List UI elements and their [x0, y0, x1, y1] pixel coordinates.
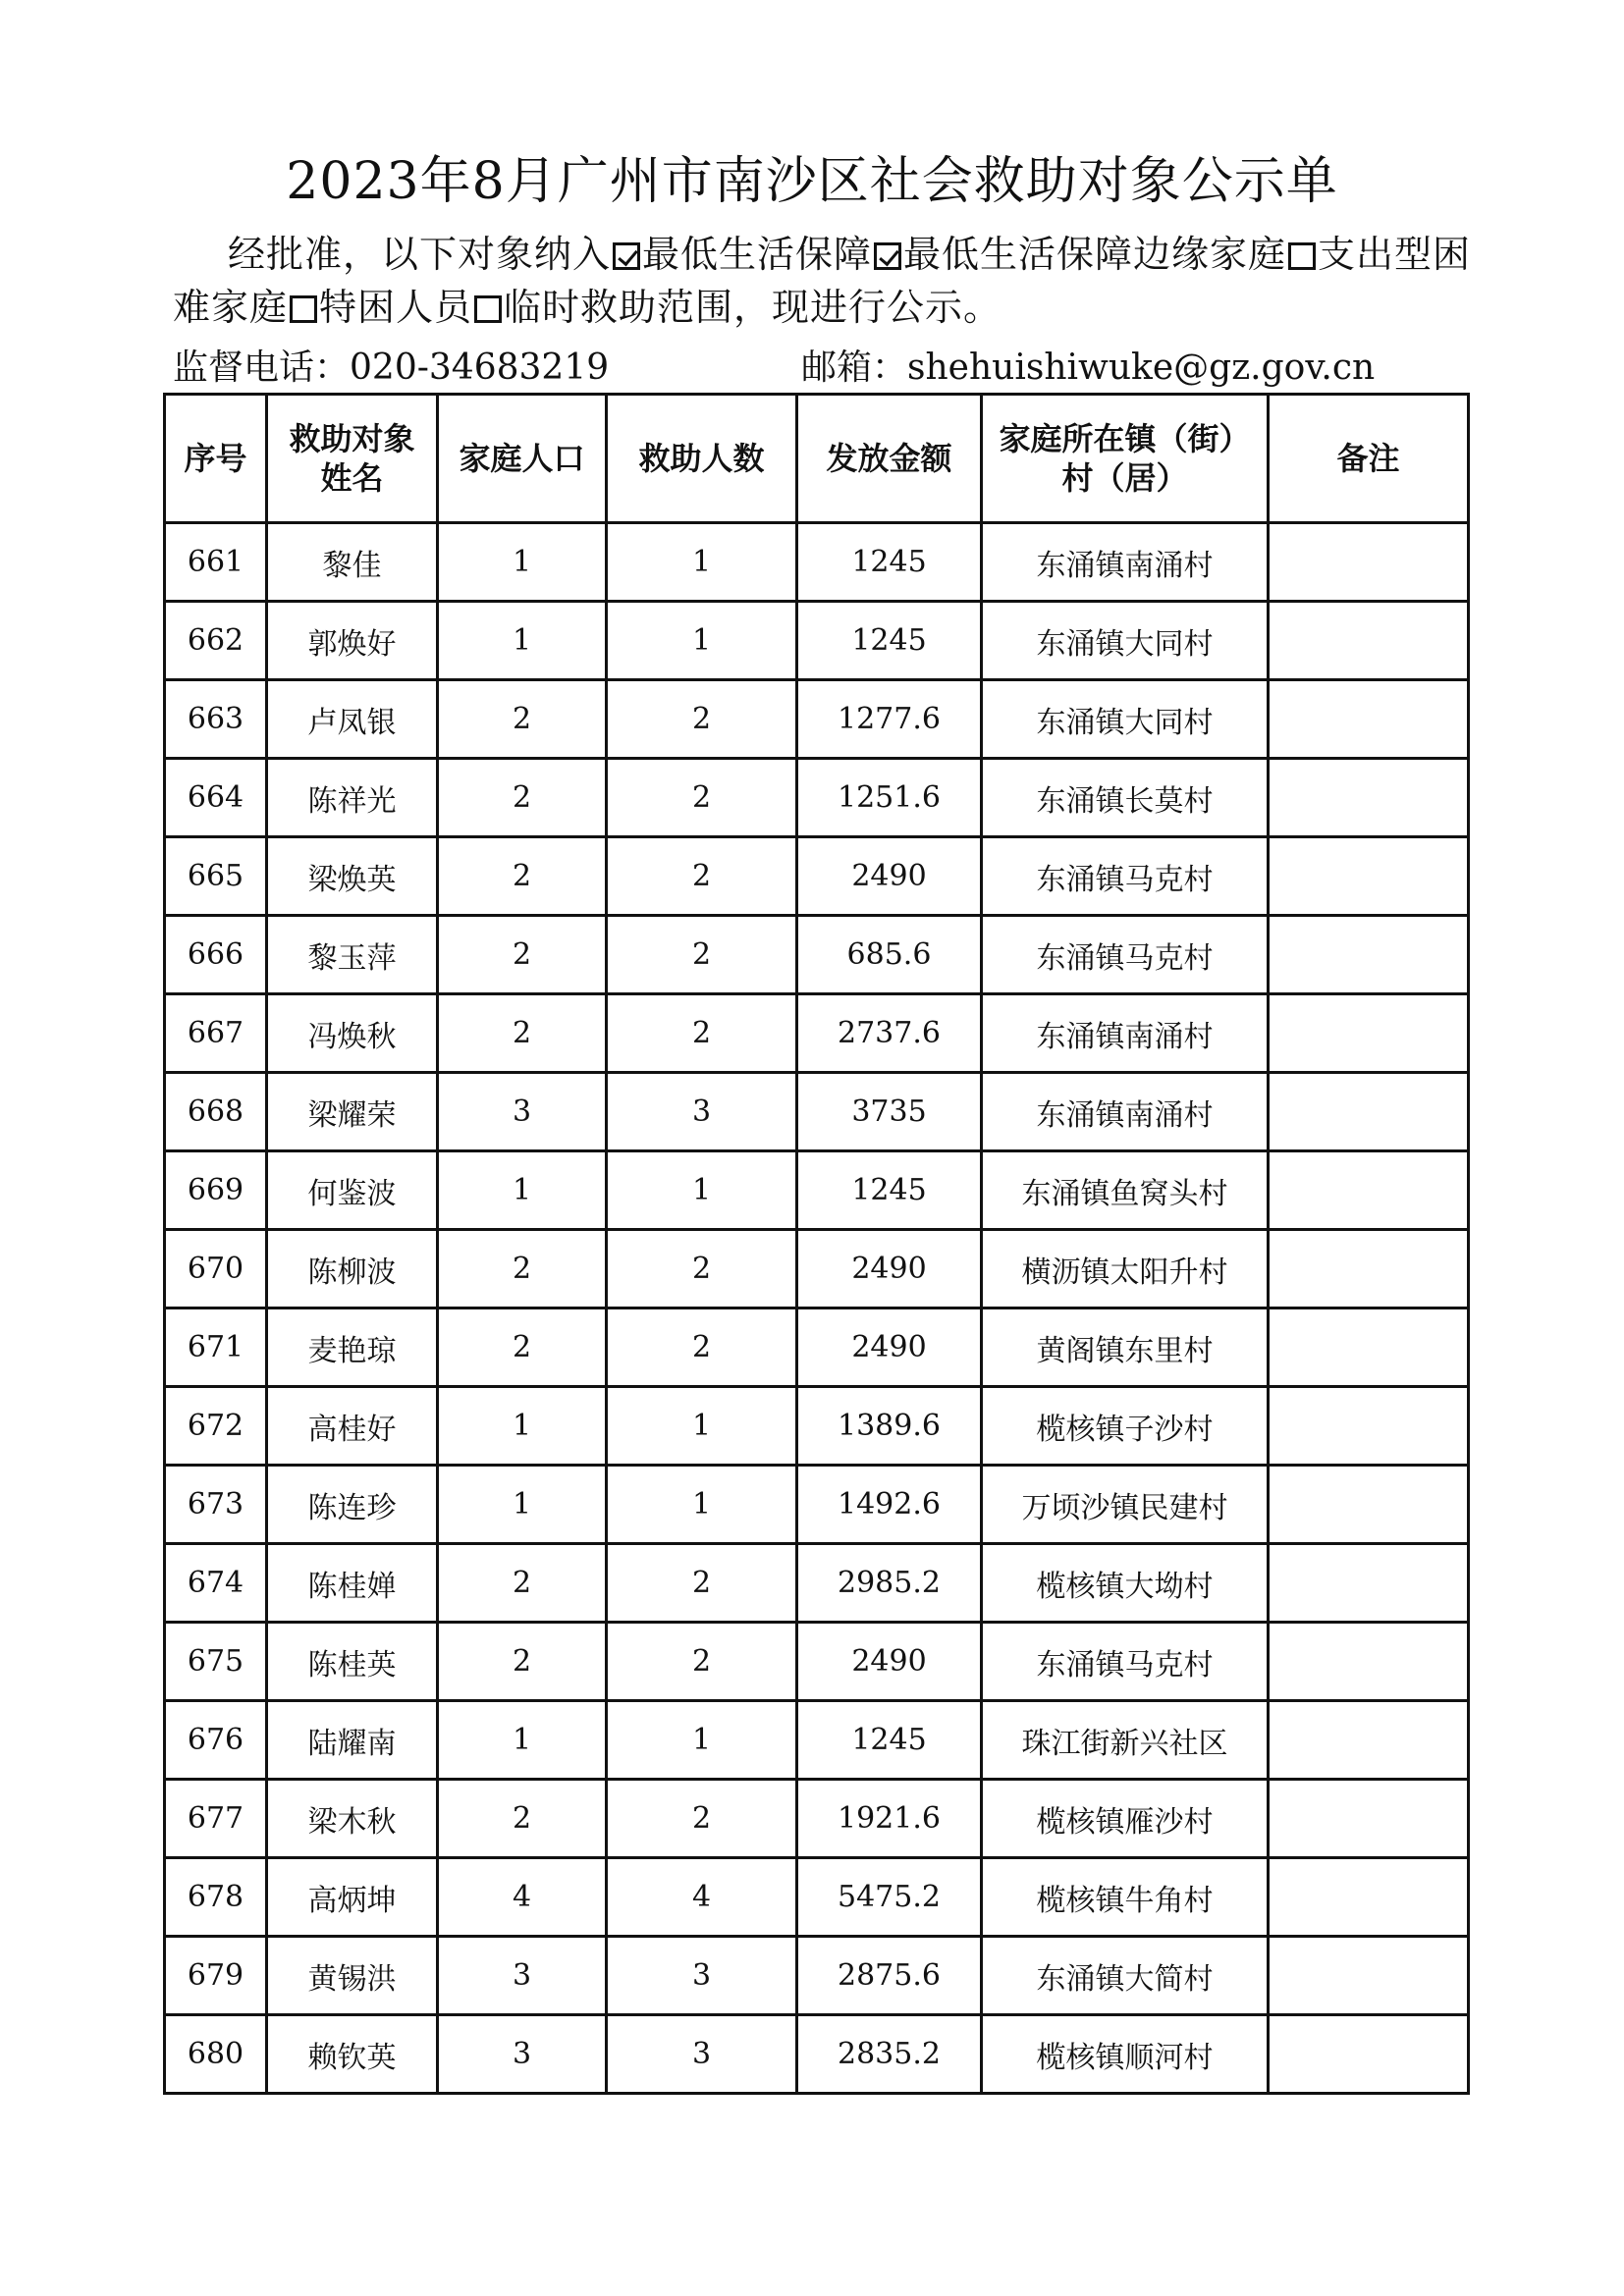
cell-remark: [1269, 837, 1469, 916]
header-location-line1: 家庭所在镇（街）: [999, 420, 1251, 457]
cell-location: 榄核镇牛角村: [982, 1858, 1269, 1937]
cell-remark: [1269, 602, 1469, 680]
table-row: [165, 837, 1469, 916]
cell-seq: 666: [165, 916, 267, 994]
category-label-2: 支出型困难家庭: [173, 233, 1472, 329]
header-seq: 序号: [165, 395, 267, 523]
cell-aided: 2: [607, 1230, 797, 1308]
table-row: [165, 1230, 1469, 1308]
cell-household: 3: [438, 1937, 607, 2015]
cell-name: 梁木秋: [267, 1780, 438, 1858]
cell-aided: 1: [607, 523, 797, 602]
cell-remark: [1269, 680, 1469, 759]
cell-remark: [1269, 1151, 1469, 1230]
cell-household: 4: [438, 1858, 607, 1937]
cell-household: 2: [438, 759, 607, 837]
cell-aided: 2: [607, 680, 797, 759]
cell-amount: 1245: [797, 1701, 982, 1780]
cell-name: 陈连珍: [267, 1466, 438, 1544]
supervision-phone: [173, 344, 609, 393]
cell-location: 横沥镇太阳升村: [982, 1230, 1269, 1308]
cell-seq: 662: [165, 602, 267, 680]
cell-aided: 3: [607, 1073, 797, 1151]
cell-name: 卢凤银: [267, 680, 438, 759]
cell-aided: 3: [607, 1937, 797, 2015]
cell-remark: [1269, 1858, 1469, 1937]
cell-name: 何鉴波: [267, 1151, 438, 1230]
cell-amount: 2737.6: [797, 994, 982, 1073]
phone-number: 020-34683219: [350, 347, 610, 388]
cell-remark: [1269, 994, 1469, 1073]
cell-aided: 2: [607, 837, 797, 916]
cell-amount: 2985.2: [797, 1544, 982, 1623]
cell-location: 东涌镇南涌村: [982, 523, 1269, 602]
cell-amount: 1245: [797, 602, 982, 680]
cell-aided: 2: [607, 759, 797, 837]
cell-name: 陈桂英: [267, 1623, 438, 1701]
approval-notice: [173, 228, 1479, 334]
cell-location: 榄核镇大坳村: [982, 1544, 1269, 1623]
cell-household: 2: [438, 1544, 607, 1623]
cell-name: 陈桂婵: [267, 1544, 438, 1623]
checkbox-3: [290, 295, 317, 323]
cell-aided: 4: [607, 1858, 797, 1937]
cell-remark: [1269, 1780, 1469, 1858]
cell-household: 2: [438, 994, 607, 1073]
cell-seq: 665: [165, 837, 267, 916]
cell-household: 2: [438, 837, 607, 916]
cell-household: 1: [438, 1701, 607, 1780]
cell-remark: [1269, 916, 1469, 994]
cell-aided: 2: [607, 1544, 797, 1623]
cell-household: 2: [438, 1623, 607, 1701]
cell-amount: 2875.6: [797, 1937, 982, 2015]
cell-amount: 5475.2: [797, 1858, 982, 1937]
cell-seq: 664: [165, 759, 267, 837]
cell-aided: 2: [607, 1308, 797, 1387]
cell-name: 高桂好: [267, 1387, 438, 1466]
table-row: [165, 680, 1469, 759]
cell-amount: 2490: [797, 1623, 982, 1701]
cell-amount: 1277.6: [797, 680, 982, 759]
category-label-3: 特困人员: [319, 286, 473, 329]
cell-name: 冯焕秋: [267, 994, 438, 1073]
cell-remark: [1269, 1701, 1469, 1780]
cell-name: 陈祥光: [267, 759, 438, 837]
cell-aided: 1: [607, 1387, 797, 1466]
cell-name: 黄锡洪: [267, 1937, 438, 2015]
cell-remark: [1269, 1466, 1469, 1544]
cell-seq: 668: [165, 1073, 267, 1151]
cell-household: 1: [438, 1151, 607, 1230]
cell-seq: 677: [165, 1780, 267, 1858]
table-row: [165, 1466, 1469, 1544]
cell-location: 东涌镇鱼窝头村: [982, 1151, 1269, 1230]
table-row: [165, 2015, 1469, 2094]
cell-name: 麦艳琼: [267, 1308, 438, 1387]
cell-seq: 674: [165, 1544, 267, 1623]
category-label-1: 最低生活保障边缘家庭: [903, 233, 1287, 276]
page-title: 2023年8月广州市南沙区社会救助对象公示单: [286, 152, 1338, 211]
cell-seq: 680: [165, 2015, 267, 2094]
cell-aided: 2: [607, 1623, 797, 1701]
cell-name: 黎佳: [267, 523, 438, 602]
cell-amount: 685.6: [797, 916, 982, 994]
checkbox-0: [613, 242, 640, 270]
cell-aided: 3: [607, 2015, 797, 2094]
cell-location: 东涌镇马克村: [982, 837, 1269, 916]
table-row: [165, 1701, 1469, 1780]
cell-remark: [1269, 1937, 1469, 2015]
cell-seq: 679: [165, 1937, 267, 2015]
cell-seq: 663: [165, 680, 267, 759]
cell-name: 郭焕好: [267, 602, 438, 680]
cell-name: 梁焕英: [267, 837, 438, 916]
cell-remark: [1269, 1387, 1469, 1466]
cell-location: 珠江街新兴社区: [982, 1701, 1269, 1780]
cell-name: 陈柳波: [267, 1230, 438, 1308]
cell-household: 2: [438, 1230, 607, 1308]
cell-household: 2: [438, 916, 607, 994]
cell-seq: 676: [165, 1701, 267, 1780]
cell-seq: 667: [165, 994, 267, 1073]
cell-location: 东涌镇南涌村: [982, 994, 1269, 1073]
cell-amount: 1251.6: [797, 759, 982, 837]
cell-name: 赖钦英: [267, 2015, 438, 2094]
cell-household: 1: [438, 523, 607, 602]
table-row: [165, 1937, 1469, 2015]
cell-location: 东涌镇南涌村: [982, 1073, 1269, 1151]
cell-household: 1: [438, 602, 607, 680]
cell-household: 2: [438, 1308, 607, 1387]
cell-household: 3: [438, 2015, 607, 2094]
table-row: [165, 1308, 1469, 1387]
header-household: 家庭人口: [438, 395, 607, 523]
cell-household: 2: [438, 1780, 607, 1858]
cell-location: 东涌镇马克村: [982, 916, 1269, 994]
cell-seq: 670: [165, 1230, 267, 1308]
cell-remark: [1269, 1623, 1469, 1701]
table-row: [165, 1780, 1469, 1858]
cell-amount: 1389.6: [797, 1387, 982, 1466]
cell-seq: 671: [165, 1308, 267, 1387]
cell-location: 榄核镇顺河村: [982, 2015, 1269, 2094]
category-label-0: 最低生活保障: [642, 233, 873, 276]
cell-location: 榄核镇雁沙村: [982, 1780, 1269, 1858]
cell-amount: 2490: [797, 837, 982, 916]
cell-amount: 1492.6: [797, 1466, 982, 1544]
header-name: [267, 395, 438, 523]
table-row: [165, 1151, 1469, 1230]
cell-location: 东涌镇长莫村: [982, 759, 1269, 837]
checkbox-1: [874, 242, 901, 270]
cell-amount: 2490: [797, 1308, 982, 1387]
table-row: [165, 1858, 1469, 1937]
cell-household: 2: [438, 680, 607, 759]
table-row: [165, 1623, 1469, 1701]
header-location: [982, 395, 1269, 523]
cell-name: 高炳坤: [267, 1858, 438, 1937]
header-name-line1: 救助对象: [289, 420, 415, 457]
table-row: [165, 523, 1469, 602]
header-amount: 发放金额: [797, 395, 982, 523]
cell-remark: [1269, 1308, 1469, 1387]
cell-aided: 2: [607, 916, 797, 994]
cell-location: 万顷沙镇民建村: [982, 1466, 1269, 1544]
notice-suffix: 范围，现进行公示。: [657, 286, 1002, 329]
cell-name: 黎玉萍: [267, 916, 438, 994]
cell-seq: 673: [165, 1466, 267, 1544]
cell-household: 1: [438, 1387, 607, 1466]
cell-seq: 675: [165, 1623, 267, 1701]
cell-aided: 1: [607, 602, 797, 680]
phone-label: 监督电话：: [173, 347, 351, 388]
cell-aided: 1: [607, 1151, 797, 1230]
header-remark: 备注: [1269, 395, 1469, 523]
table-row: [165, 1387, 1469, 1466]
header-aided: 救助人数: [607, 395, 797, 523]
header-name-line2: 姓名: [320, 459, 384, 497]
category-label-4: 临时救助: [504, 286, 658, 329]
cell-location: 榄核镇子沙村: [982, 1387, 1269, 1466]
cell-amount: 2835.2: [797, 2015, 982, 2094]
cell-amount: 1245: [797, 523, 982, 602]
cell-aided: 1: [607, 1466, 797, 1544]
cell-name: 梁耀荣: [267, 1073, 438, 1151]
checkbox-2: [1288, 242, 1316, 270]
cell-seq: 672: [165, 1387, 267, 1466]
cell-seq: 669: [165, 1151, 267, 1230]
cell-location: 东涌镇大同村: [982, 602, 1269, 680]
cell-remark: [1269, 759, 1469, 837]
email-address: [801, 344, 1375, 393]
cell-location: 东涌镇大同村: [982, 680, 1269, 759]
cell-amount: 2490: [797, 1230, 982, 1308]
cell-remark: [1269, 2015, 1469, 2094]
email-value: shehuishiwuke@gz.gov.cn: [907, 347, 1376, 388]
cell-household: 3: [438, 1073, 607, 1151]
aid-recipients-table: [163, 393, 1470, 2095]
cell-remark: [1269, 1230, 1469, 1308]
table-row: [165, 602, 1469, 680]
cell-amount: 3735: [797, 1073, 982, 1151]
cell-aided: 2: [607, 1780, 797, 1858]
header-location-line2: 村（居）: [1061, 459, 1188, 497]
cell-name: 陆耀南: [267, 1701, 438, 1780]
cell-aided: 1: [607, 1701, 797, 1780]
cell-seq: 678: [165, 1858, 267, 1937]
table-row: [165, 759, 1469, 837]
table-header-row: [165, 395, 1469, 523]
cell-location: 黄阁镇东里村: [982, 1308, 1269, 1387]
cell-seq: 661: [165, 523, 267, 602]
email-label: 邮箱：: [801, 347, 908, 388]
cell-location: 东涌镇马克村: [982, 1623, 1269, 1701]
table-row: [165, 916, 1469, 994]
table-row: [165, 1544, 1469, 1623]
notice-prefix: 经批准，以下对象纳入: [228, 233, 612, 276]
cell-remark: [1269, 523, 1469, 602]
cell-household: 1: [438, 1466, 607, 1544]
cell-remark: [1269, 1544, 1469, 1623]
cell-aided: 2: [607, 994, 797, 1073]
cell-remark: [1269, 1073, 1469, 1151]
table-row: [165, 1073, 1469, 1151]
table-row: [165, 994, 1469, 1073]
cell-location: 东涌镇大简村: [982, 1937, 1269, 2015]
cell-amount: 1921.6: [797, 1780, 982, 1858]
cell-amount: 1245: [797, 1151, 982, 1230]
checkbox-4: [474, 295, 502, 323]
